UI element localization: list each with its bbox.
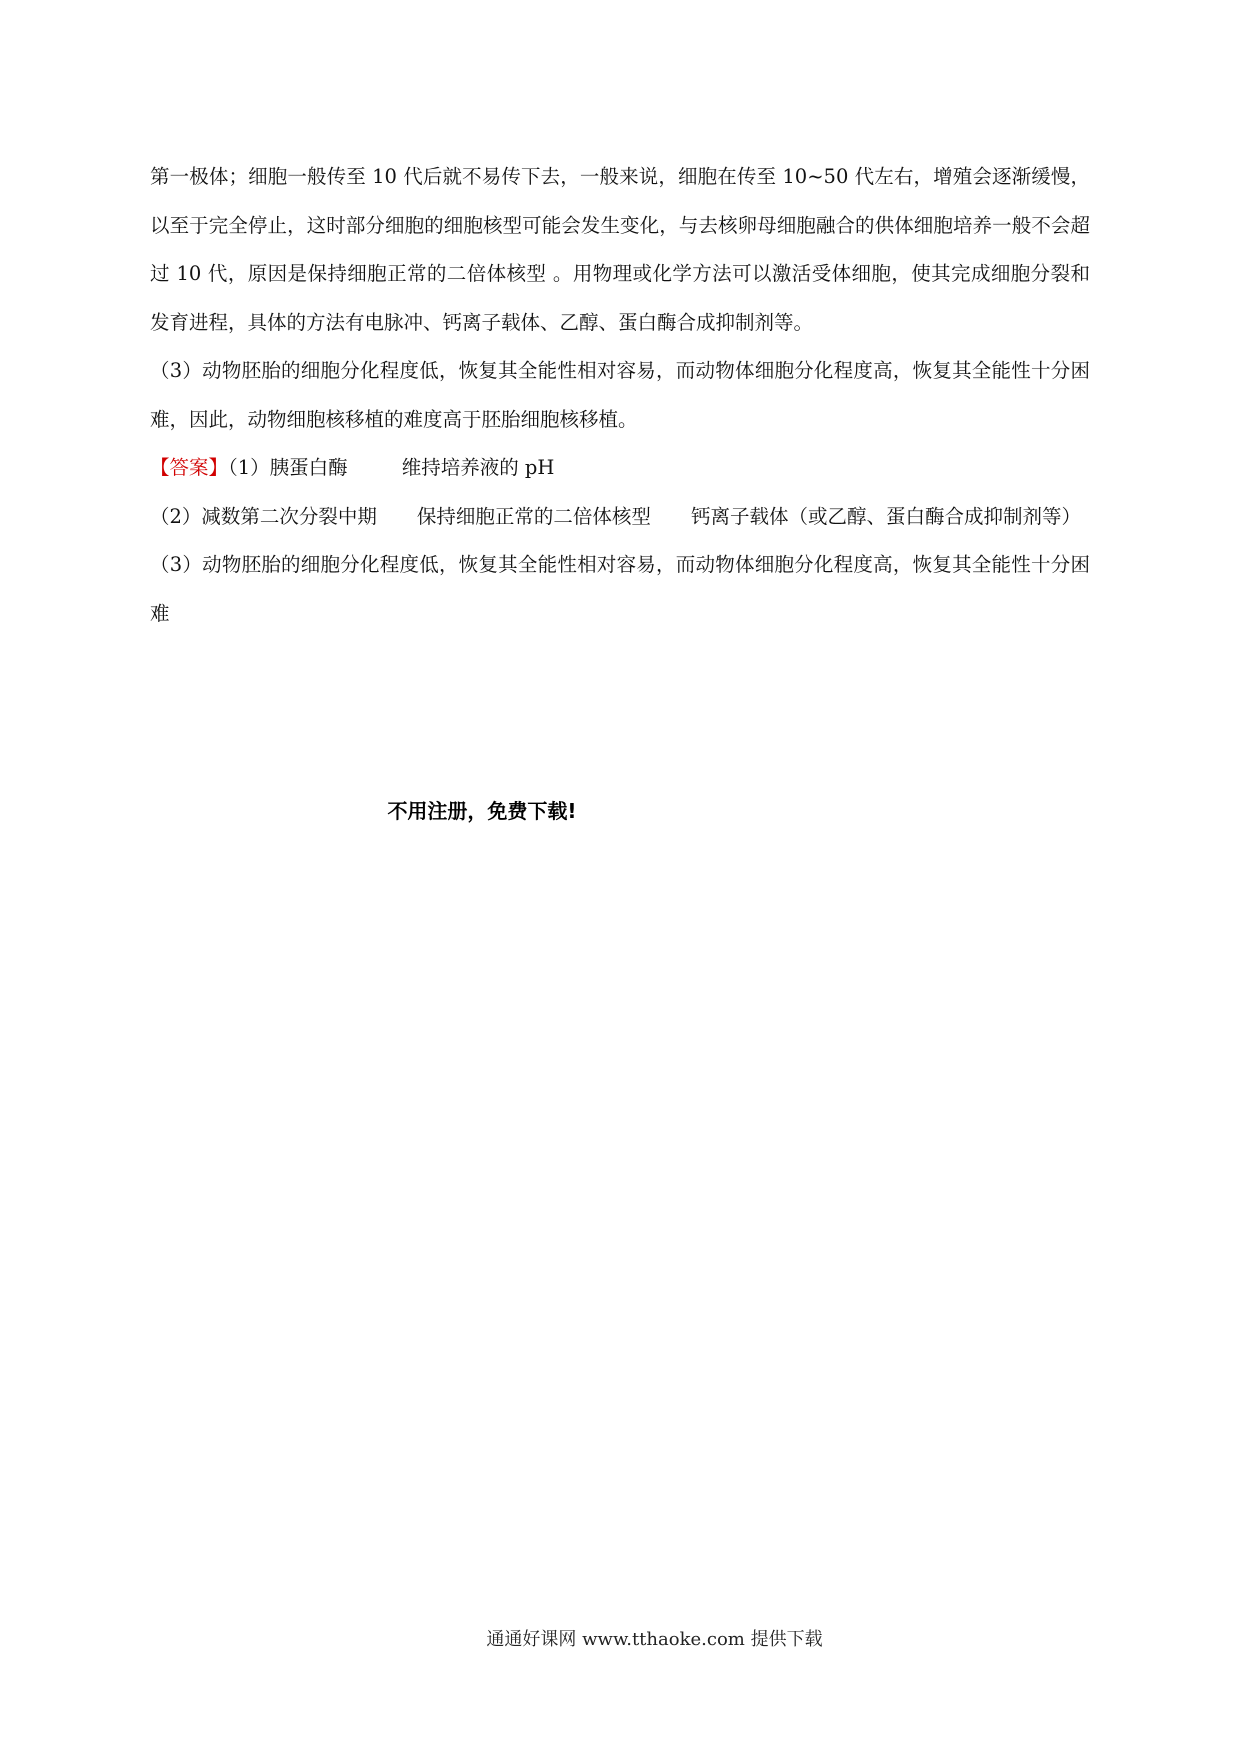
answer-2-part-2: 保持细胞正常的二倍体核型 <box>416 504 651 528</box>
free-download-link[interactable]: 不用注册，免费下载! <box>387 799 577 823</box>
answer-label: 【答案】 <box>150 456 229 479</box>
answer-line-2 <box>150 493 1090 542</box>
answer-line-3: （3）动物胚胎的细胞分化程度低，恢复其全能性相对容易，而动物体细胞分化程度高，恢复其全能性十分困难 <box>150 553 1090 625</box>
answer-1-part-2: 维持培养液的 pH <box>401 456 555 479</box>
answer-2-part-1: （2）减数第二次分裂中期 <box>150 504 377 528</box>
page-footer: 通通好课网 www.tthaoke.com 提供下载 <box>486 1629 823 1650</box>
document-body <box>150 153 1090 638</box>
answer-2-part-3: 钙离子载体（或乙醇、蛋白酶合成抑制剂等） <box>690 504 1081 528</box>
explanation-paragraph-1: 第一极体；细胞一般传至 10 代后就不易传下去，一般来说，细胞在传至 10~50 代左右，增殖会逐渐缓慢，以至于完全停止，这时部分细胞的细胞核型可能会发生变化，与去核卵母细胞融合的供体细胞培养一般不会超过 10 代，原因是保持细胞正常的二倍体核型 。用物理或化学方法可以激活受体细胞，使其完成细胞分裂和发育进程，具体的方法有电脉冲、钙离子载体、乙醇、蛋白酶合成抑制剂等。 <box>150 165 1090 334</box>
answer-line-1 <box>150 444 1090 493</box>
answer-1-part-1: （1）胰蛋白酶 <box>228 456 348 479</box>
explanation-paragraph-2: （3）动物胚胎的细胞分化程度低，恢复其全能性相对容易，而动物体细胞分化程度高，恢复其全能性十分困难，因此，动物细胞核移植的难度高于胚胎细胞核移植。 <box>150 359 1090 431</box>
